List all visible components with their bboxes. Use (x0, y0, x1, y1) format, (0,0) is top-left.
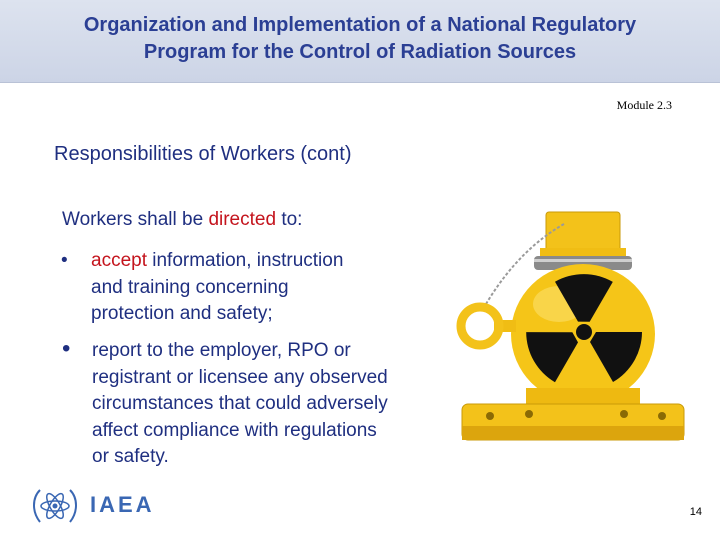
radioactive-source-container-icon (434, 204, 686, 446)
bullet-marker-1: • (61, 250, 68, 271)
header-title-line-2: Program for the Control of Radiation Sources (143, 41, 577, 63)
bullet-1-line-2: and training concerning (91, 276, 289, 298)
intro-text (62, 209, 302, 231)
bullet-1-line-3: protection and safety; (91, 303, 273, 324)
slide-title: Responsibilities of Workers (cont) (54, 143, 352, 165)
header-title-line-1: Organization and Implementation of a National Regulatory (83, 14, 637, 36)
bullet-1-line-1-rest: information, instruction (146, 250, 344, 271)
intro-highlight: directed (208, 209, 277, 230)
bullet-2-line-2: registrant or licensee any observed (92, 366, 388, 388)
intro-after: to: (276, 209, 303, 230)
bullet-1-highlight: accept (91, 250, 147, 271)
bullet-1-line-1 (91, 248, 343, 275)
bullet-2-line-3: circumstances that could adversely (92, 393, 388, 414)
bullet-2-line-1: report to the employer, RPO or (92, 340, 351, 361)
intro-before: Workers shall be (62, 209, 209, 230)
bullet-item-1 (61, 248, 344, 328)
module-label: Module 2.3 (616, 98, 672, 112)
bullet-marker-2: • (62, 335, 71, 362)
bullet-item-2 (62, 335, 388, 471)
footer-brand: IAEA (90, 492, 155, 517)
bullet-2-line-5: or safety. (92, 446, 169, 467)
iaea-logo-icon (30, 482, 80, 530)
container-illustration (434, 204, 686, 446)
bullet-2-line-4: affect compliance with regulations (92, 419, 377, 441)
slide-header (0, 0, 720, 83)
slide-header-title (0, 12, 720, 66)
page-number: 14 (689, 506, 702, 518)
